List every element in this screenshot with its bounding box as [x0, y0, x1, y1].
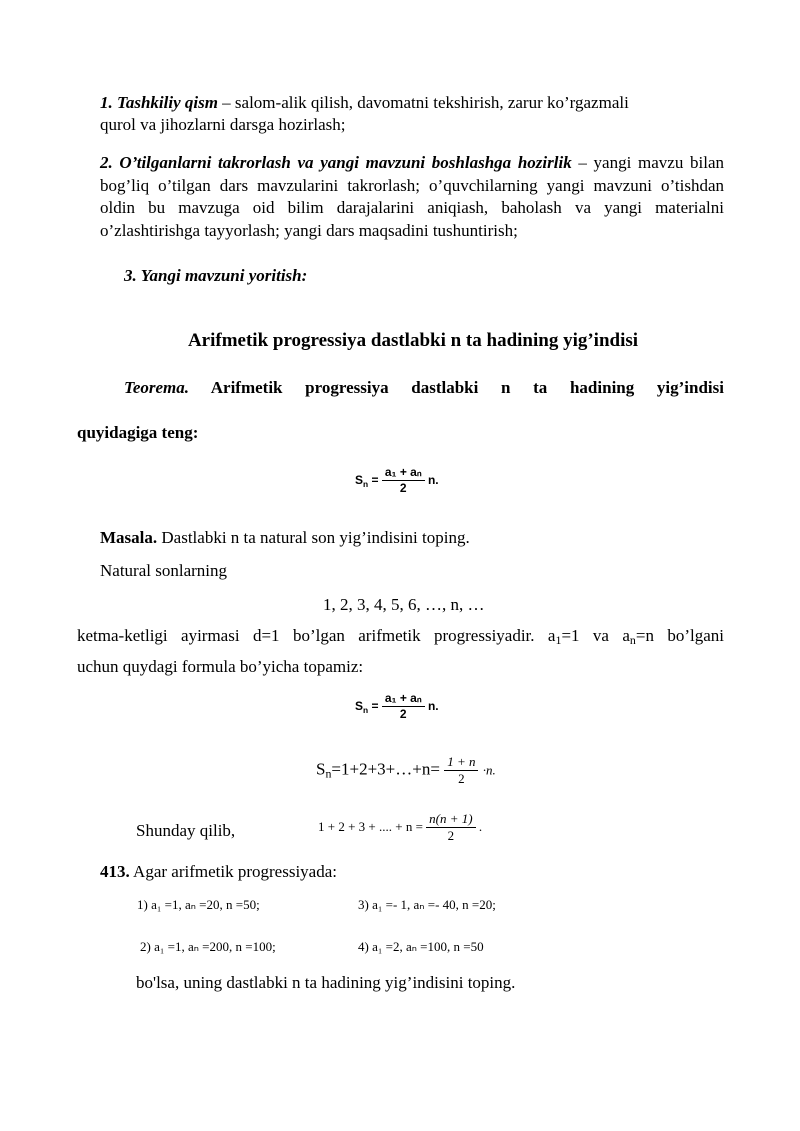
ketma-line1: ketma-ketligi ayirmasi d=1 bo’lgan arifmetik progressiyadir. $a_1=1$ va $a_n=n$ bo’lgani	[77, 626, 724, 647]
formula-sum-2: $S_n$ = $\frac{\text{a₁ + aₙ}}{2}$ n.	[355, 691, 439, 722]
formula-sum-expanded: $S_n=1+2+3+\dots+n=$ $\frac{1 + n}{2}$ ·n.	[316, 754, 496, 787]
section1-heading: 1. Tashkiliy qism	[100, 93, 218, 112]
formula-fraction: $\frac{\text{a₁ + aₙ}}{2}$	[382, 466, 425, 495]
case-2: 2) a₁ =1, aₙ =200, n =100;	[140, 939, 276, 954]
shunday-text: Shunday qilib,	[136, 821, 236, 840]
theorem-line2: quyidagiga teng:	[77, 423, 199, 442]
section1-line2: qurol va jihozlarni darsga hozirlash;	[100, 115, 346, 134]
task-line: 413. Agar arifmetik progressiyada:	[100, 862, 337, 881]
ketma-line2: uchun quydagi formula bo’yicha topamiz:	[77, 657, 364, 676]
formula-fraction: $\frac{n(n + 1)}{2}$	[426, 812, 475, 844]
task-number: 413.	[100, 862, 130, 881]
natural-sequence: 1, 2, 3, 4, 5, 6, …, n, …	[323, 595, 485, 614]
masala-label: Masala.	[100, 528, 158, 547]
case-3: 3) a₁ =- 1, aₙ =- 40, n =20;	[358, 897, 496, 912]
formula-natural-sum: 1 + 2 + 3 + .... + n = $\frac{n(n + 1)}{2}$ .	[318, 811, 483, 844]
closing-line: bo'lsa, uning dastlabki n ta hadining yig’indisini toping.	[136, 973, 516, 992]
theorem-line1	[124, 377, 724, 400]
natural-intro: Natural sonlarning	[100, 561, 227, 580]
formula-fraction: $\frac{\text{a₁ + aₙ}}{2}$	[382, 692, 425, 721]
formula-sum-1: $S_n$ = $\frac{\text{a₁ + aₙ}}{2}$ n.	[355, 465, 439, 496]
section2-paragraph	[100, 152, 724, 242]
section2-text: – yangi mavzu bilan bog’liq o’tilgan dars mavzularini takrorlash; o’quvchilarning yangi mavzuni o’tishdan oldin bu mavzuga oid bilim darajalarini aniqiash, baholash va yangi materialni o’zlashtirishga tayyorlash; yangi dars maqsadini tushuntirish;	[100, 153, 724, 240]
case-4: 4) a₁ =2, aₙ =100, n =50	[358, 939, 484, 954]
page-title: Arifmetik progressiya dastlabki n ta hadining yig’indisi	[187, 330, 639, 351]
section3-heading: 3. Yangi mavzuni yoritish:	[124, 266, 308, 285]
section1-line1	[100, 92, 629, 115]
theorem-label: Teorema.	[124, 378, 190, 397]
section1-text: – salom-alik qilish, davomatni tekshirish, zarur ko’rgazmali	[217, 93, 629, 112]
theorem-text: Arifmetik progressiya dastlabki n ta hadining yig’indisi	[189, 378, 724, 397]
formula-fraction: $\frac{1 + n}{2}$	[444, 755, 478, 787]
case-1: 1) a₁ =1, aₙ =20, n =50;	[137, 897, 260, 912]
section2-heading: 2. O’tilganlarni takrorlash va yangi mavzuni boshlashga hozirlik	[100, 153, 572, 172]
masala-line: Masala. Dastlabki n ta natural son yig’indisini toping.	[100, 528, 470, 547]
